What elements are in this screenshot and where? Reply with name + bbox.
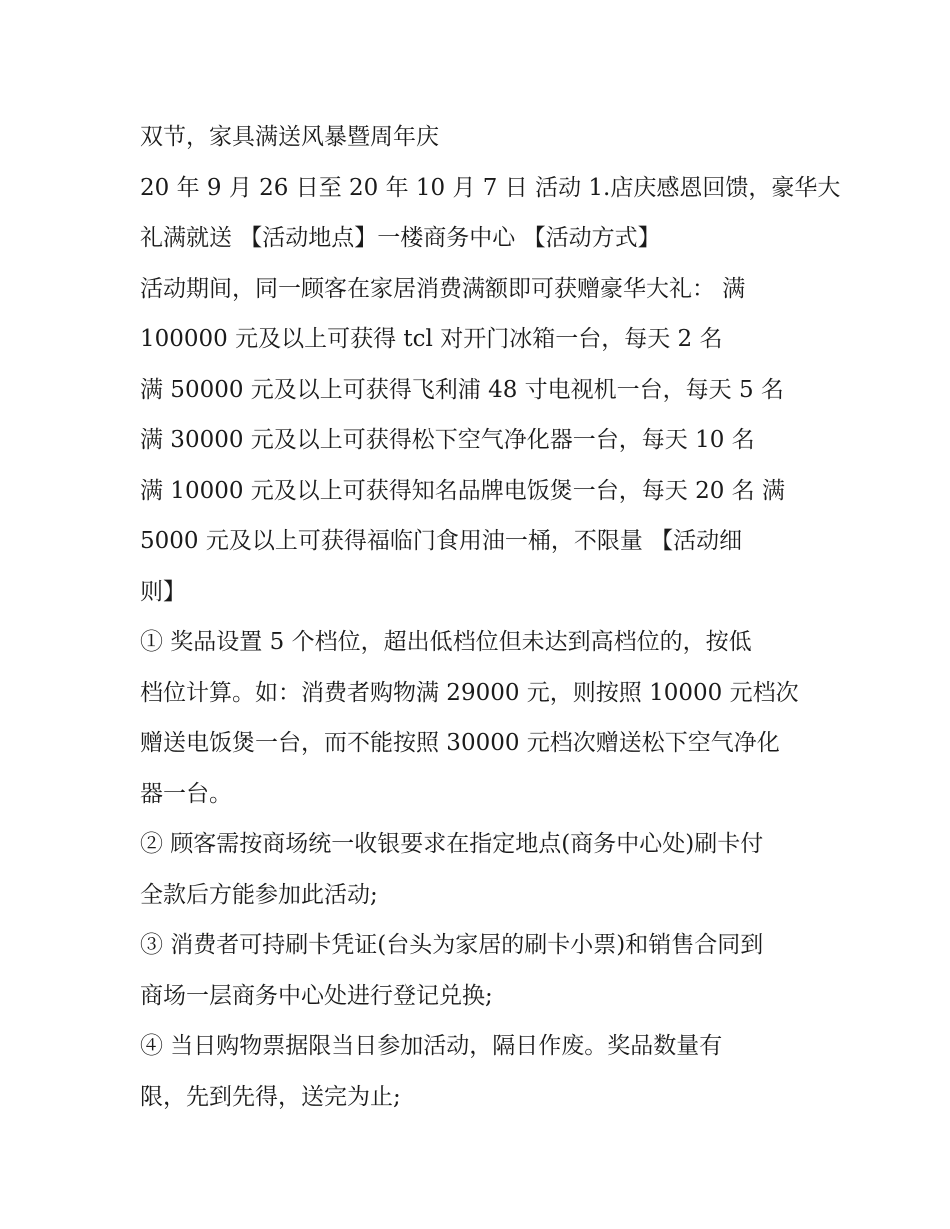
rule-item-4: ④ 当日购物票据限当日参加活动，隔日作废。奖品数量有 xyxy=(140,1033,723,1059)
text-line: 20 年 9 月 26 日至 20 年 10 月 7 日 活动 1.店庆感恩回馈，豪华大 xyxy=(140,174,841,201)
text-line: 满 30000 元及以上可获得松下空气净化器一台，每天 10 名 xyxy=(140,427,755,453)
text-line: 则】 xyxy=(140,578,186,605)
text-line: 满 10000 元及以上可获得知名品牌电饭煲一台，每天 20 名 满 xyxy=(140,477,785,504)
text-line: 5000 元及以上可获得福临门食用油一桶，不限量 【活动细 xyxy=(140,528,743,554)
text-line: 档位计算。如：消费者购物满 29000 元，则按照 10000 元档次 xyxy=(140,679,799,706)
rule-item-3: ③ 消费者可持刷卡凭证(台头为家居的刷卡小票)和销售合同到 xyxy=(140,932,764,958)
text-line: 限，先到先得，送完为止; xyxy=(140,1083,401,1110)
text-line: 满 50000 元及以上可获得飞利浦 48 寸电视机一台，每天 5 名 xyxy=(140,376,784,403)
text-line: 赠送电饭煲一台，而不能按照 30000 元档次赠送松下空气净化 xyxy=(140,730,780,756)
text-line: 活动期间，同一顾客在家居消费满额即可获赠豪华大礼： 满 xyxy=(140,275,746,302)
document-title: 双节，家具满送风暴暨周年庆 xyxy=(140,124,439,150)
text-line: 全款后方能参加此活动; xyxy=(140,881,378,908)
rule-item-1: ① 奖品设置 5 个档位，超出低档位但未达到高档位的，按低 xyxy=(140,629,752,655)
text-line: 商场一层商务中心处进行登记兑换; xyxy=(140,982,493,1009)
text-line: 100000 元及以上可获得 tcl 对开门冰箱一台，每天 2 名 xyxy=(140,326,723,352)
rule-item-2: ② 顾客需按商场统一收银要求在指定地点(商务中心处)刷卡付 xyxy=(140,831,764,857)
text-line: 器一台。 xyxy=(140,780,232,807)
document-body xyxy=(140,112,841,1122)
text-line: 礼满就送 【活动地点】一楼商务中心 【活动方式】 xyxy=(140,225,661,251)
